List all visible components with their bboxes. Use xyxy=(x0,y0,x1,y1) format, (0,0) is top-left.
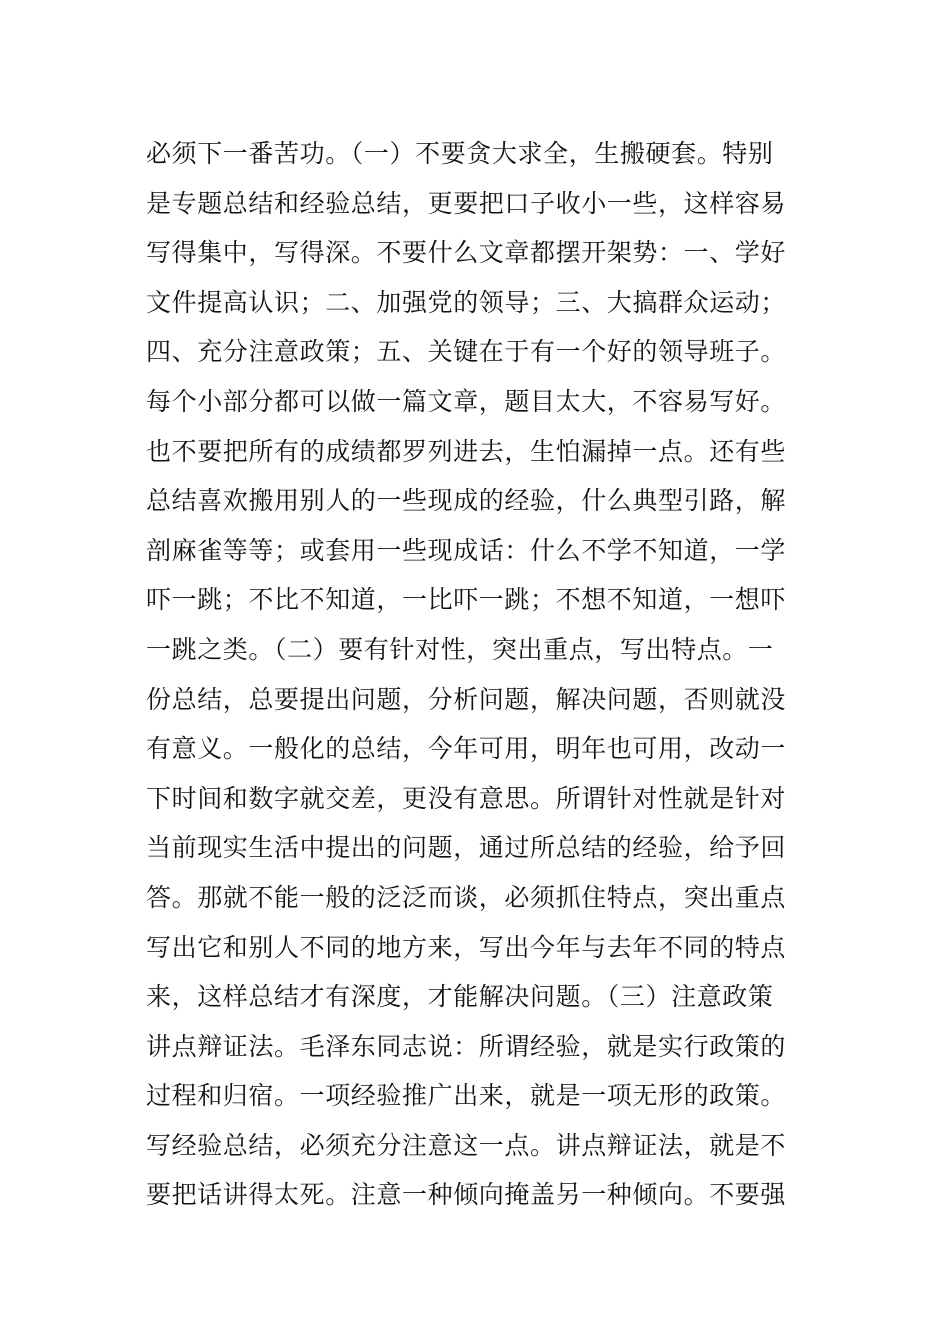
text-line: 写经验总结，必须充分注意这一点。讲点辩证法，就是不 xyxy=(146,1130,787,1160)
text-line: 写出它和别人不同的地方来，写出今年与去年不同的特点 xyxy=(146,932,787,962)
text-line: 是专题总结和经验总结，更要把口子收小一些，这样容易 xyxy=(146,188,787,218)
text-line: 过程和归宿。一项经验推广出来，就是一项无形的政策。 xyxy=(146,1081,787,1111)
text-line: 吓一跳；不比不知道，一比吓一跳；不想不知道，一想吓 xyxy=(146,585,787,615)
text-line: 写得集中，写得深。不要什么文章都摆开架势：一、学好 xyxy=(146,238,787,268)
text-line: 剖麻雀等等；或套用一些现成话：什么不学不知道，一学 xyxy=(146,535,787,565)
text-line: 答。那就不能一般的泛泛而谈，必须抓住特点，突出重点 xyxy=(146,882,787,912)
text-line: 每个小部分都可以做一篇文章，题目太大，不容易写好。 xyxy=(146,386,787,416)
body-text xyxy=(146,129,816,1220)
text-line: 总结喜欢搬用别人的一些现成的经验，什么典型引路，解 xyxy=(146,486,787,516)
text-line: 四、充分注意政策；五、关键在于有一个好的领导班子。 xyxy=(146,337,787,367)
text-line: 也不要把所有的成绩都罗列进去，生怕漏掉一点。还有些 xyxy=(146,436,787,466)
text-line: 下时间和数字就交差，更没有意思。所谓针对性就是针对 xyxy=(146,783,787,813)
text-line: 来，这样总结才有深度，才能解决问题。（三）注意政策 xyxy=(146,982,774,1012)
text-line: 当前现实生活中提出的问题，通过所总结的经验，给予回 xyxy=(146,833,787,863)
text-line: 有意义。一般化的总结，今年可用，明年也可用，改动一 xyxy=(146,734,787,764)
text-line: 份总结，总要提出问题，分析问题，解决问题，否则就没 xyxy=(146,684,787,714)
text-line: 必须下一番苦功。（一）不要贪大求全，生搬硬套。特别 xyxy=(146,139,774,168)
text-line: 一跳之类。（二）要有针对性，突出重点，写出特点。一 xyxy=(146,634,774,664)
text-line: 文件提高认识；二、加强党的领导；三、大搞群众运动； xyxy=(146,287,787,317)
text-line: 要把话讲得太死。注意一种倾向掩盖另一种倾向。不要强 xyxy=(146,1180,787,1210)
text-line: 讲点辩证法。毛泽东同志说：所谓经验，就是实行政策的 xyxy=(146,1031,787,1061)
